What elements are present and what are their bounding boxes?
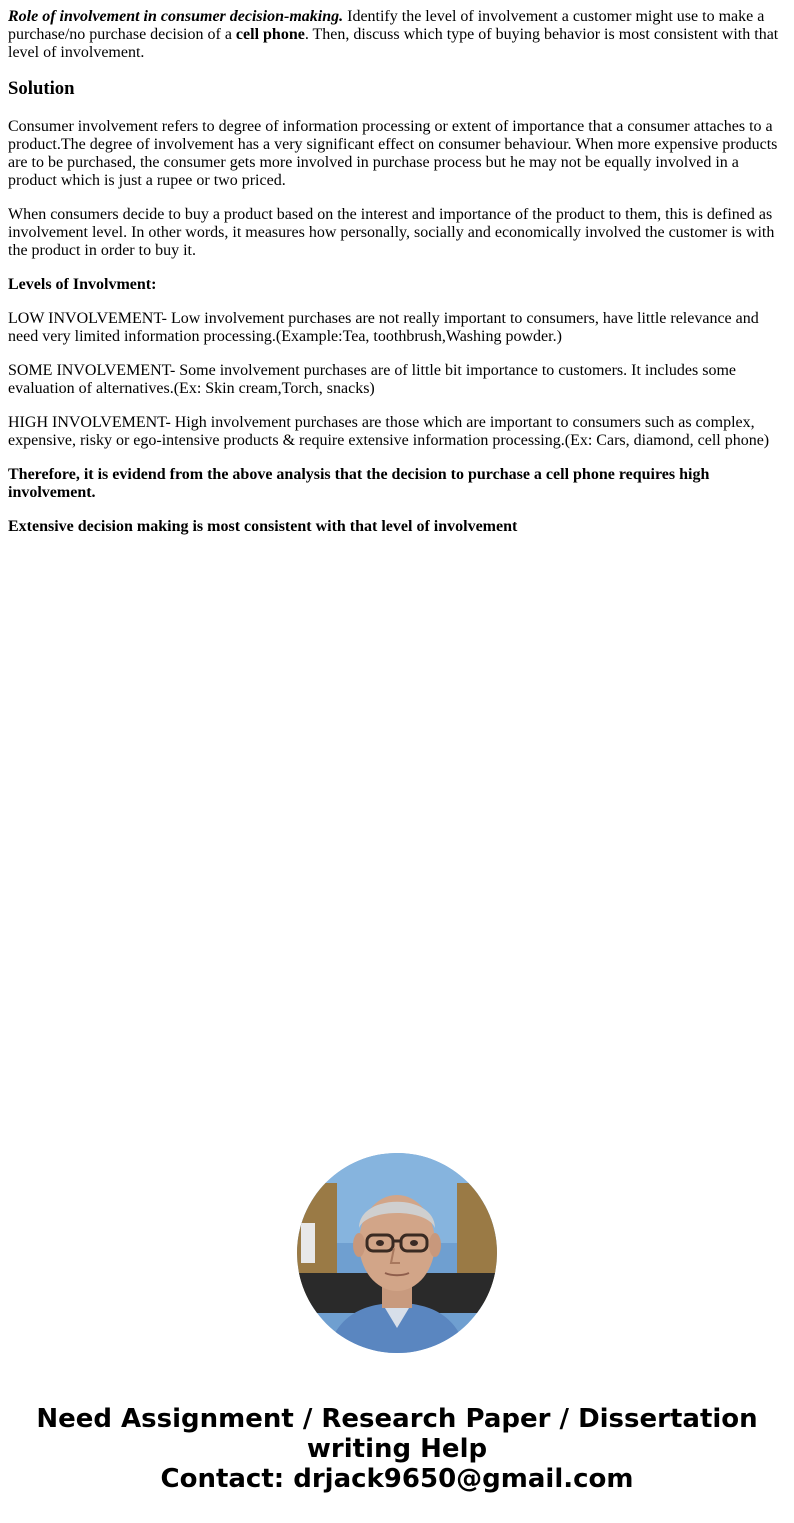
question-title: Role of involvement in consumer decision-making. [8, 8, 344, 25]
question-text-after: . Then, discuss which type of buying behavior is most consistent with that level of involvement. [8, 26, 779, 61]
final-statement: Extensive decision making is most consistent with that level of involvement [8, 518, 518, 535]
author-portrait-image [297, 1153, 497, 1353]
promo-banner [0, 1404, 794, 1494]
author-avatar [297, 1153, 497, 1353]
solution-heading: Solution [8, 78, 75, 99]
question-paragraph [8, 8, 786, 62]
level-low: LOW INVOLVEMENT- Low involvement purchases are not really important to consumers, have little relevance and need very limited information processing.(Example:Tea, toothbrush,Washing powder.) [8, 310, 759, 345]
question-bold-term: cell phone [235, 26, 305, 43]
level-some: SOME INVOLVEMENT- Some involvement purchases are of little bit importance to customers. It includes some evaluation of alternatives.(Ex: Skin cream,Torch, snacks) [8, 362, 737, 397]
solution-paragraph-2: When consumers decide to buy a product based on the interest and importance of the product to them, this is defined as involvement level. In other words, it measures how personally, socially and economically involved the customer is with the product in order to buy it. [8, 206, 775, 259]
levels-heading: Levels of Involvment: [8, 276, 157, 293]
solution-paragraph-1: Consumer involvement refers to degree of information processing or extent of importance that a consumer attaches to a product.The degree of involvement has a very significant effect on consumer behaviour. When more expensive products are to be purchased, the consumer gets more involved in purchase process but he may not be equally involved in a product which is just a rupee or two priced. [8, 118, 778, 189]
document-body [8, 8, 786, 552]
question-text-before: Identify the level of involvement a customer might use to make a purchase/no purchase decision of a [8, 8, 765, 43]
promo-contact: Contact: drjack9650@gmail.com [160, 1464, 634, 1494]
level-high: HIGH INVOLVEMENT- High involvement purchases are those which are important to consumers such as complex, expensive, risky or ego-intensive products & require extensive information processing.(Ex: Cars, diamond, cell phone) [8, 414, 770, 449]
promo-line-1: Need Assignment / Research Paper / Dissertation [36, 1404, 758, 1434]
conclusion-text: Therefore, it is evidend from the above analysis that the decision to purchase a cell phone requires high involvement. [8, 466, 710, 501]
promo-line-2: writing Help [306, 1434, 488, 1464]
